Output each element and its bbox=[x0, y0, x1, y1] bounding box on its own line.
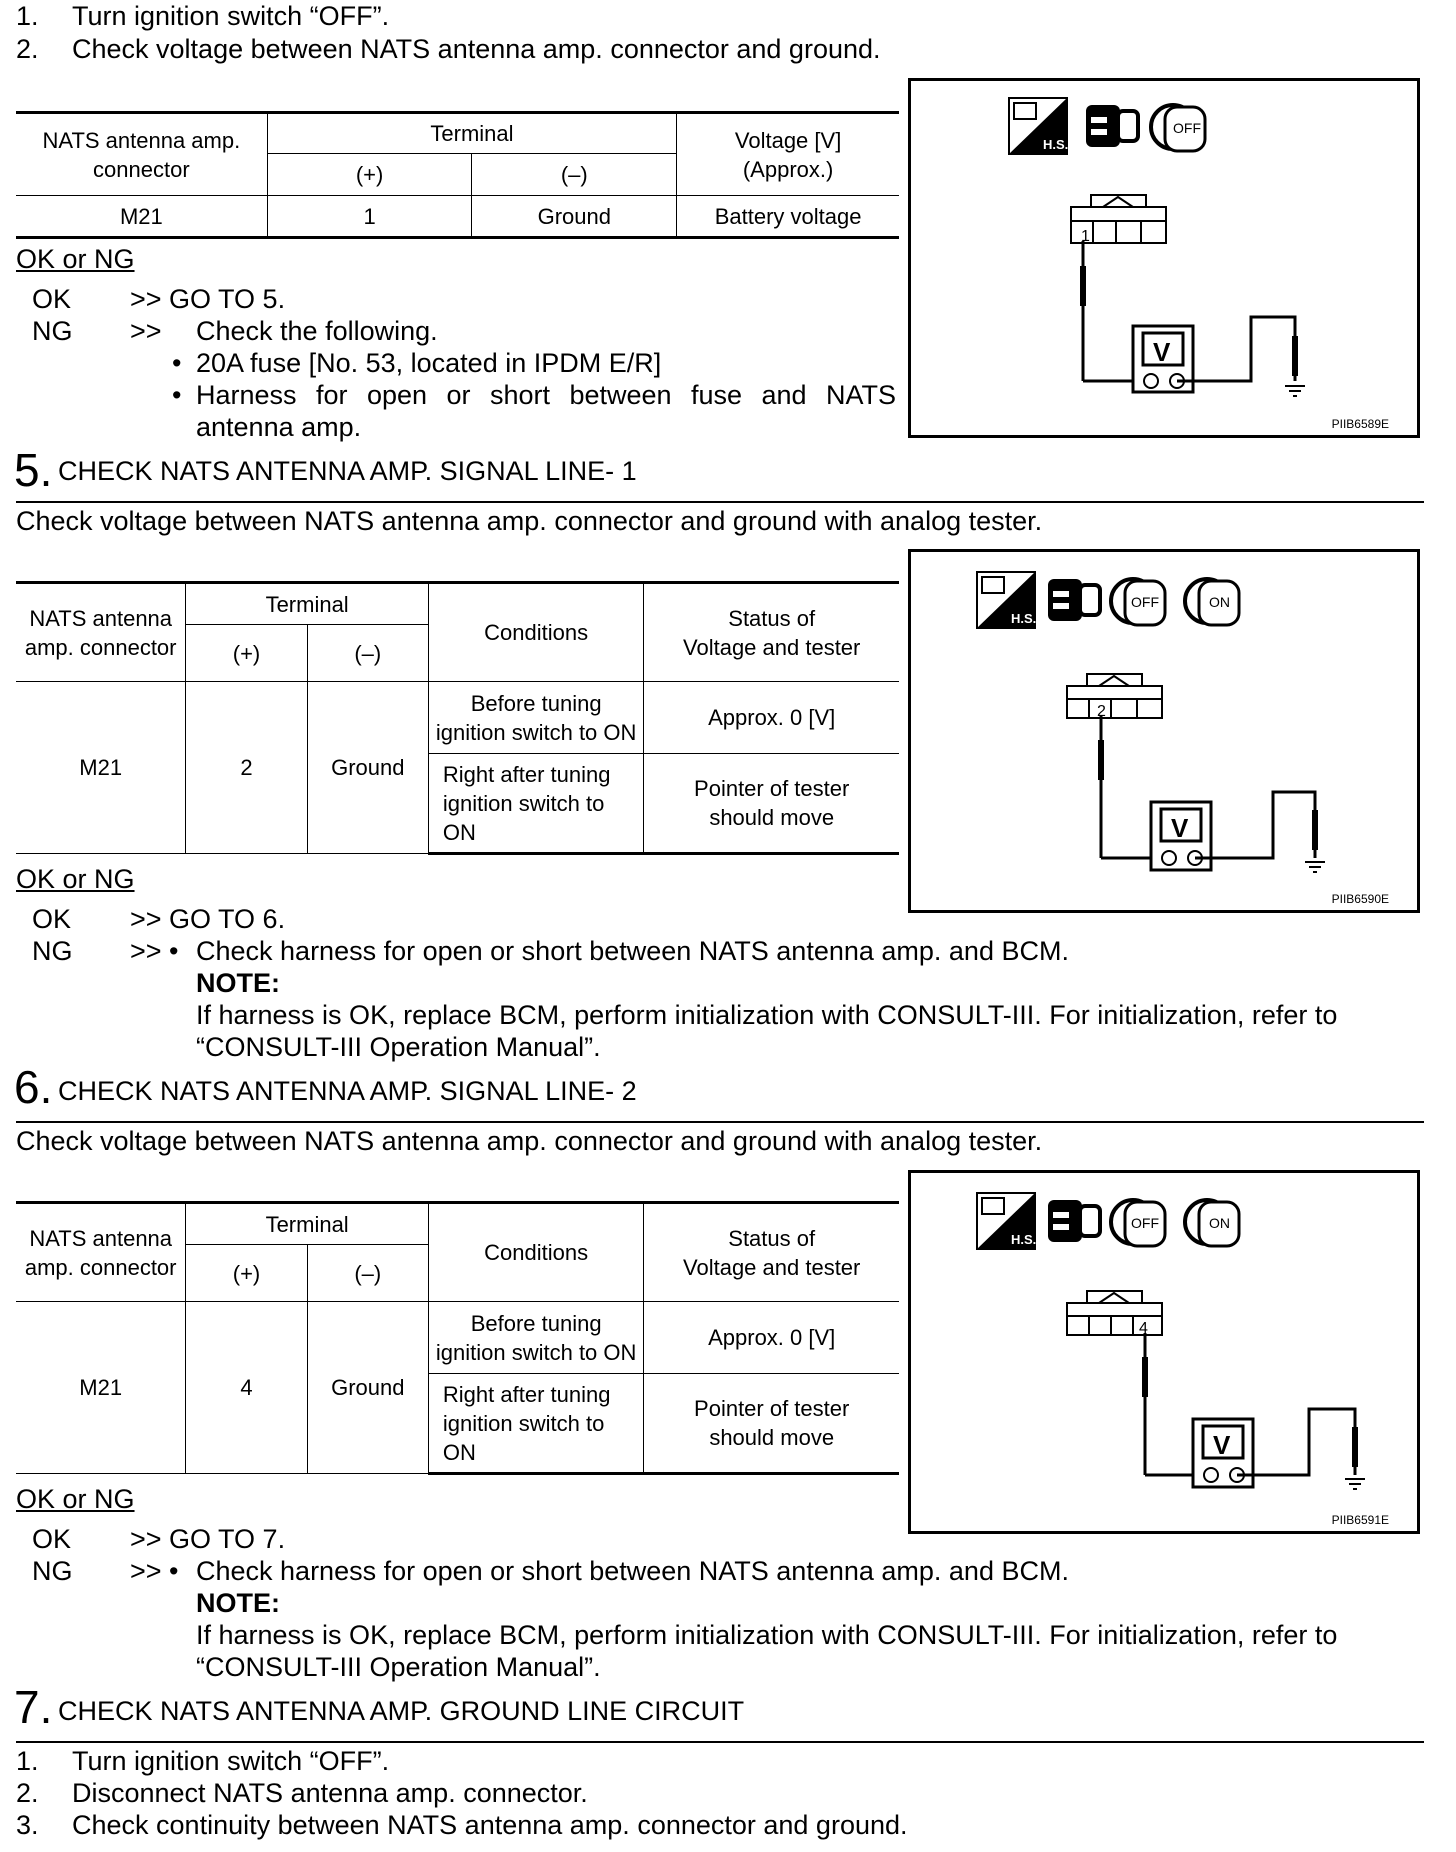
ng-text: Check the following. bbox=[196, 316, 438, 346]
header-connector: NATS antenna amp. connector bbox=[16, 583, 186, 682]
connector-icon bbox=[1086, 105, 1138, 147]
ng-arrow: >> • bbox=[130, 1556, 179, 1586]
cell-voltage: Battery voltage bbox=[677, 196, 899, 238]
cell-minus: Ground bbox=[307, 682, 428, 854]
section-title: CHECK NATS ANTENNA AMP. GROUND LINE CIRCUIT bbox=[58, 1696, 745, 1726]
svg-text:ON: ON bbox=[1209, 1215, 1230, 1231]
ground-icon bbox=[1285, 386, 1305, 396]
probe-plus bbox=[1098, 740, 1104, 780]
key-on-icon bbox=[1185, 579, 1239, 625]
connector-housing bbox=[1067, 674, 1162, 720]
header-voltage: Voltage [V] (Approx.) bbox=[677, 113, 899, 196]
bullet-item: 20A fuse [No. 53, located in IPDM E/R] bbox=[196, 348, 662, 378]
connector-icon bbox=[1048, 1200, 1100, 1242]
key-off-icon bbox=[1111, 579, 1165, 625]
cell-plus: 4 bbox=[186, 1302, 307, 1474]
ok-label: OK bbox=[32, 1524, 72, 1554]
svg-text:H.S.: H.S. bbox=[1011, 611, 1037, 626]
probe-plus bbox=[1142, 1357, 1148, 1397]
svg-text:V: V bbox=[1153, 337, 1171, 367]
figure-code: PIIB6589E bbox=[1331, 417, 1389, 431]
header-plus: (+) bbox=[186, 625, 307, 682]
svg-text:V: V bbox=[1171, 813, 1189, 843]
key-on-icon bbox=[1185, 1200, 1239, 1246]
header-status: Status of Voltage and tester bbox=[644, 583, 899, 682]
cell-condition: Right after tuning ignition switch to ON bbox=[428, 754, 643, 854]
header-minus: (–) bbox=[307, 625, 428, 682]
step-number: 2. bbox=[16, 34, 39, 64]
connector-icon bbox=[1048, 579, 1100, 621]
step-number: 1. bbox=[16, 1746, 39, 1776]
header-terminal: Terminal bbox=[186, 583, 429, 625]
section-divider bbox=[16, 501, 1424, 503]
connector-housing bbox=[1071, 195, 1166, 245]
cell-status: Pointer of tester should move bbox=[644, 1374, 899, 1474]
cell-plus: 1 bbox=[267, 196, 472, 238]
svg-text:V: V bbox=[1213, 1430, 1231, 1460]
probe-minus-wire bbox=[1177, 317, 1295, 381]
wiring-diagram bbox=[911, 1173, 1417, 1531]
step-text: Disconnect NATS antenna amp. connector. bbox=[72, 1778, 588, 1808]
cell-connector: M21 bbox=[16, 682, 186, 854]
svg-text:OFF: OFF bbox=[1131, 1215, 1159, 1231]
header-status: Status of Voltage and tester bbox=[644, 1203, 899, 1302]
cell-status: Pointer of tester should move bbox=[644, 754, 899, 854]
ok-result: >> GO TO 5. bbox=[130, 284, 286, 314]
probe-minus-wire bbox=[1237, 1409, 1355, 1475]
svg-text:H.S.: H.S. bbox=[1043, 137, 1069, 152]
ok-ng-label: OK or NG bbox=[16, 1484, 135, 1514]
step-number: 1. bbox=[16, 1, 39, 31]
signal-spec-table bbox=[16, 1201, 899, 1475]
svg-text:1: 1 bbox=[1081, 228, 1090, 245]
ok-result: >> GO TO 6. bbox=[130, 904, 286, 934]
cell-condition: Before tuning ignition switch to ON bbox=[428, 1302, 643, 1374]
ground-icon bbox=[1305, 862, 1325, 872]
bullet-mark: • bbox=[172, 380, 182, 410]
header-connector: NATS antenna amp. connector bbox=[16, 113, 267, 196]
header-terminal: Terminal bbox=[267, 113, 676, 154]
ng-label: NG bbox=[32, 316, 73, 346]
note-text: “CONSULT-III Operation Manual”. bbox=[196, 1652, 601, 1682]
section-title: CHECK NATS ANTENNA AMP. SIGNAL LINE- 1 bbox=[58, 456, 637, 486]
step-number: 3. bbox=[16, 1810, 39, 1840]
figure-code: PIIB6590E bbox=[1331, 892, 1389, 906]
ok-ng-label: OK or NG bbox=[16, 244, 135, 274]
note-label: NOTE: bbox=[196, 968, 280, 998]
ok-ng-label: OK or NG bbox=[16, 864, 135, 894]
cell-plus: 2 bbox=[186, 682, 307, 854]
hs-icon bbox=[1009, 98, 1068, 154]
cell-status: Approx. 0 [V] bbox=[644, 682, 899, 754]
section-title: CHECK NATS ANTENNA AMP. SIGNAL LINE- 2 bbox=[58, 1076, 637, 1106]
bullet-mark: • bbox=[172, 348, 182, 378]
cell-condition: Before tuning ignition switch to ON bbox=[428, 682, 643, 754]
section-number: 5. bbox=[14, 444, 53, 496]
svg-text:OFF: OFF bbox=[1173, 120, 1201, 136]
section-divider bbox=[16, 1121, 1424, 1123]
header-conditions: Conditions bbox=[428, 583, 643, 682]
connector-housing bbox=[1067, 1291, 1162, 1337]
figure-section6 bbox=[908, 1170, 1420, 1534]
ng-text: Check harness for open or short between NATS antenna amp. and BCM. bbox=[196, 936, 1069, 966]
ok-label: OK bbox=[32, 284, 72, 314]
svg-text:2: 2 bbox=[1097, 703, 1106, 720]
header-minus: (–) bbox=[472, 154, 677, 196]
figure-section5 bbox=[908, 549, 1420, 913]
section-number: 7. bbox=[14, 1681, 53, 1733]
ng-label: NG bbox=[32, 1556, 73, 1586]
cell-condition: Right after tuning ignition switch to ON bbox=[428, 1374, 643, 1474]
header-minus: (–) bbox=[307, 1245, 428, 1302]
svg-text:H.S.: H.S. bbox=[1011, 1232, 1037, 1247]
cell-minus: Ground bbox=[307, 1302, 428, 1474]
note-label: NOTE: bbox=[196, 1588, 280, 1618]
cell-connector: M21 bbox=[16, 1302, 186, 1474]
note-text: “CONSULT-III Operation Manual”. bbox=[196, 1032, 601, 1062]
hs-icon bbox=[977, 572, 1036, 628]
ng-text: Check harness for open or short between NATS antenna amp. and BCM. bbox=[196, 1556, 1069, 1586]
header-plus: (+) bbox=[186, 1245, 307, 1302]
section-number: 6. bbox=[14, 1061, 53, 1113]
signal-spec-table bbox=[16, 581, 899, 855]
bullet-item: Harness for open or short between fuse and NATS antenna amp. bbox=[196, 380, 896, 442]
figure-intro bbox=[908, 78, 1420, 438]
ok-result: >> GO TO 7. bbox=[130, 1524, 286, 1554]
section-divider bbox=[16, 1741, 1424, 1743]
ng-arrow: >> • bbox=[130, 936, 179, 966]
instruction: Check voltage between NATS antenna amp. connector and ground with analog tester. bbox=[16, 1126, 1043, 1156]
ground-icon bbox=[1345, 1479, 1365, 1489]
voltmeter bbox=[1193, 1419, 1253, 1487]
ng-arrow: >> bbox=[130, 316, 162, 346]
hs-icon bbox=[977, 1193, 1036, 1249]
voltmeter bbox=[1151, 802, 1211, 870]
header-conditions: Conditions bbox=[428, 1203, 643, 1302]
instruction: Check voltage between NATS antenna amp. connector and ground with analog tester. bbox=[16, 506, 1043, 536]
cell-connector: M21 bbox=[16, 196, 267, 238]
note-text: If harness is OK, replace BCM, perform initialization with CONSULT-III. For initialization, refer to bbox=[196, 1000, 1338, 1030]
svg-text:ON: ON bbox=[1209, 594, 1230, 610]
note-text: If harness is OK, replace BCM, perform initialization with CONSULT-III. For initialization, refer to bbox=[196, 1620, 1338, 1650]
key-off-icon bbox=[1151, 105, 1205, 151]
svg-text:4: 4 bbox=[1139, 1320, 1148, 1337]
cell-minus: Ground bbox=[472, 196, 677, 238]
key-off-icon bbox=[1111, 1200, 1165, 1246]
wiring-diagram bbox=[911, 81, 1417, 435]
figure-code: PIIB6591E bbox=[1331, 1513, 1389, 1527]
header-terminal: Terminal bbox=[186, 1203, 429, 1245]
step-text: Check continuity between NATS antenna amp. connector and ground. bbox=[72, 1810, 908, 1840]
ok-label: OK bbox=[32, 904, 72, 934]
step-text: Turn ignition switch “OFF”. bbox=[72, 1, 390, 31]
step-text: Turn ignition switch “OFF”. bbox=[72, 1746, 390, 1776]
svg-text:OFF: OFF bbox=[1131, 594, 1159, 610]
voltage-spec-table bbox=[16, 111, 899, 239]
step-number: 2. bbox=[16, 1778, 39, 1808]
ng-label: NG bbox=[32, 936, 73, 966]
cell-status: Approx. 0 [V] bbox=[644, 1302, 899, 1374]
header-plus: (+) bbox=[267, 154, 472, 196]
probe-plus bbox=[1080, 266, 1086, 306]
probe-minus-wire bbox=[1195, 792, 1315, 858]
wiring-diagram bbox=[911, 552, 1417, 910]
step-text: Check voltage between NATS antenna amp. connector and ground. bbox=[72, 34, 881, 64]
header-connector: NATS antenna amp. connector bbox=[16, 1203, 186, 1302]
